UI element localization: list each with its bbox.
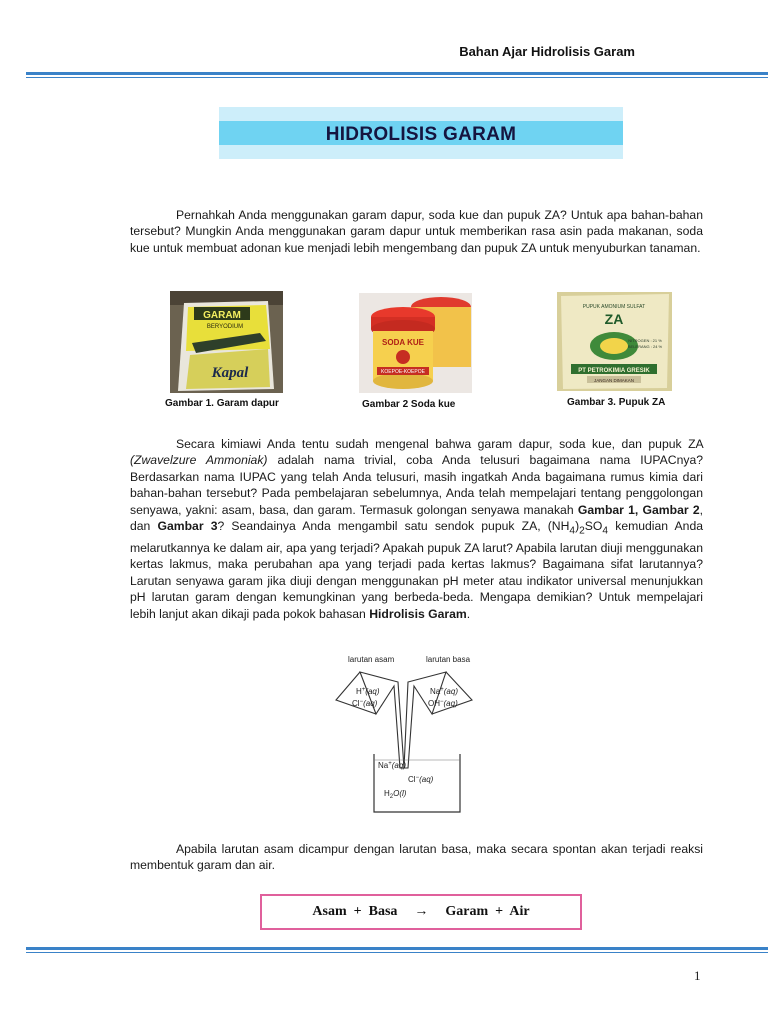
body-italic-name: (Zwavelzure Ammoniak)	[130, 453, 268, 468]
header-title: Bahan Ajar Hidrolisis Garam	[459, 44, 635, 59]
outro-paragraph	[130, 841, 703, 874]
beaker-water: $H_2O(l)$	[384, 789, 407, 800]
diagram-label-acid: larutan asam	[348, 655, 395, 664]
za-label-bottom: PT PETROKIMIA GRESIK	[578, 368, 650, 374]
caption-figure-3: Gambar 3. Pupuk ZA	[567, 397, 666, 408]
body-bold-topic: Hidrolisis Garam	[369, 606, 467, 621]
header-rule-thin	[26, 77, 768, 78]
footer-rule	[26, 947, 768, 950]
header-rule	[26, 72, 768, 75]
figure-garam-dapur	[170, 291, 283, 393]
soda-label-top: SODA KUE	[382, 338, 424, 347]
formula-part: (NH	[547, 519, 570, 534]
caption-figure-2: Gambar 2 Soda kue	[362, 399, 456, 410]
formula-sub: 2	[579, 525, 585, 537]
outro-text: Apabila larutan asam dicampur dengan larutan basa, maka secara spontan akan terjadi reaksi membentuk garam dan air.	[130, 842, 703, 873]
equation-right: Garam + Air	[445, 904, 530, 919]
formula-sub: 4	[569, 525, 576, 537]
formula-part: SO	[584, 519, 603, 534]
intro-text: Pernahkah Anda menggunakan garam dapur, soda kue dan pupuk ZA? Untuk apa bahan-bahan tersebut? Mungkin Anda menggunakan garam dapur untuk memberikan rasa asin pada makanan, soda kue untuk membuat adonan kue menjadi lebih mengembang dan pupuk ZA untuk menyuburkan tanaman.	[130, 208, 703, 255]
body-bold-figure-3: Gambar 3	[157, 519, 218, 534]
body-text-and: , dan	[130, 502, 703, 534]
soda-label-bottom: KOEPOE-KOEPOE	[381, 369, 425, 375]
soda-jar-illustration	[359, 293, 472, 393]
body-text-end: .	[466, 606, 471, 621]
za-label-mid: ZA	[604, 311, 624, 327]
equation-left: Asam + Basa	[312, 904, 398, 919]
acid-ion-h: H+(aq)	[356, 687, 380, 696]
za-label-line1: NITROGEN : 21 %	[628, 338, 662, 343]
figure-pupuk-za	[557, 292, 672, 391]
mixing-diagram	[330, 650, 480, 820]
acid-ion-cl: Cl−(aq)	[352, 699, 378, 708]
intro-paragraph	[130, 207, 703, 256]
reaction-equation-box	[260, 894, 582, 930]
footer-rule-thin	[26, 952, 768, 953]
title-box	[219, 107, 623, 159]
page-title: HIDROLISIS GARAM	[325, 124, 517, 145]
base-ion-na: Na+(aq)	[430, 687, 458, 696]
base-ion-oh: OH−(aq)	[428, 699, 458, 708]
formula-sub: 4	[602, 525, 609, 537]
garam-label-mid: BERYODIUM	[206, 324, 244, 330]
figure-soda-kue	[359, 293, 472, 393]
garam-bag-illustration	[170, 291, 283, 393]
za-formula	[547, 519, 609, 537]
body-text-4: kemudian Anda melarutkannya ke dalam air, apa yang terjadi? Apakah pupuk ZA larut? Apabila larutan diuji menggunakan kertas lakmus, maka perubahan apa yang terjadi pada kertas lakmus? Bagaimana sifat larutannya? Larutan senyawa garam jika diuji dengan menggunakan pH meter atau indikator universal menunjukkan pH larutan garam dengan kemungkinan yang berbeda-beda. Mengapa demikian? Untuk mempelajari lebih lanjut akan dikaji pada pokok bahasan	[130, 519, 704, 621]
za-bag-illustration	[557, 292, 672, 391]
body-bold-figures: Gambar 1, Gambar 2	[577, 502, 700, 517]
body-paragraph	[130, 436, 703, 622]
equation-arrow-icon: →	[414, 904, 429, 919]
formula-part: )	[575, 519, 580, 534]
za-label-top: PUPUK AMONIUM SULFAT	[582, 304, 646, 310]
page-number: 1	[694, 968, 701, 983]
za-label-tag: JANGAN DIMAKAN	[593, 378, 635, 383]
body-text-1: Secara kimiawi Anda tentu sudah mengenal bahwa garam dapur, soda kue, dan pupuk ZA	[176, 437, 703, 451]
body-text-3: ? Seandainya Anda mengambil satu sendok pupuk ZA,	[217, 519, 541, 534]
beaker-ion-cl: Cl−(aq)	[408, 775, 434, 784]
caption-figure-1: Gambar 1. Garam dapur	[165, 398, 279, 409]
garam-label-bottom: Kapal	[211, 365, 249, 381]
garam-label-top: GARAM	[203, 310, 241, 321]
diagram-label-base: larutan basa	[426, 655, 471, 664]
mixing-diagram-svg	[330, 650, 480, 820]
body-text-2: adalah nama trivial, coba Anda telusuri bagaimana nama IUPACnya? Berdasarkan nama IUPAC yang telah Anda telusuri, masih ingatkah Anda bagaimana rumus kimia dari bahan-bahan tersebut? Pada pembelajaran sebelumnya, Anda telah mempelajari tentang penggolongan senyawa, yakni: asam, basa, dan garam. Termasuk golongan senyawa manakah	[130, 453, 703, 517]
za-label-line2: BELERANG : 24 %	[627, 344, 663, 349]
beaker-ion-na: Na+(aq)	[378, 761, 406, 770]
